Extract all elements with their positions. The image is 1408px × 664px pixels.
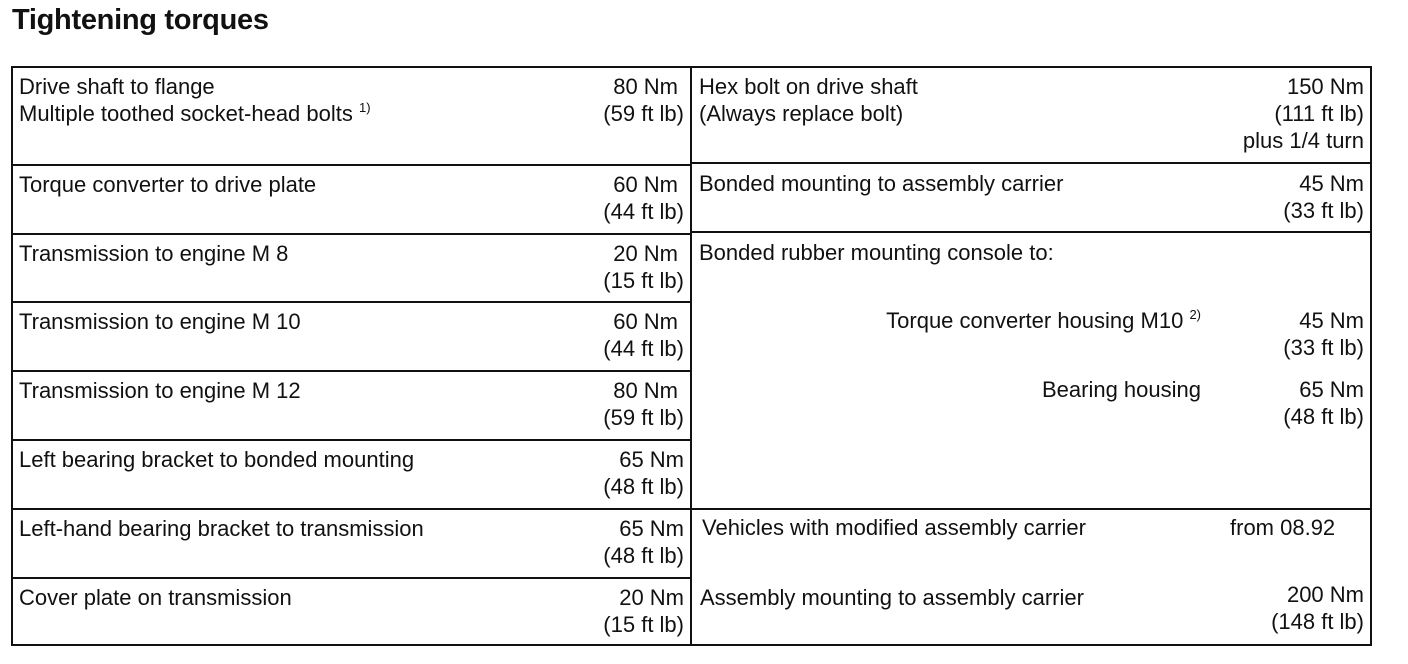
row-divider xyxy=(11,439,691,441)
row-item: Bonded mounting to assembly carrier xyxy=(699,171,1064,196)
row-item-detail: (Always replace bolt) xyxy=(699,101,904,126)
torque-nm: 45 Nm xyxy=(1299,171,1364,196)
torque-ftlb: (44 ft lb) xyxy=(603,199,684,224)
torque-ftlb: (148 ft lb) xyxy=(1271,609,1364,634)
row-item: Drive shaft to flange xyxy=(19,74,215,99)
torque-nm: 45 Nm xyxy=(1299,308,1364,333)
torque-ftlb: (48 ft lb) xyxy=(1283,404,1364,429)
row-item: Transmission to engine M 8 xyxy=(19,241,289,266)
row-divider xyxy=(11,301,691,303)
torque-extra: plus 1/4 turn xyxy=(1242,128,1364,153)
row-item: Vehicles with modified assembly carrier xyxy=(702,515,1086,540)
column-divider xyxy=(690,66,692,646)
row-item: Hex bolt on drive shaft xyxy=(699,74,918,99)
row-item: Torque converter to drive plate xyxy=(19,172,317,197)
row-heading: Bonded rubber mounting console to: xyxy=(699,240,1054,265)
row-item: Assembly mounting to assembly carrier xyxy=(700,585,1084,610)
torque-nm: 150 Nm xyxy=(1286,74,1364,99)
row-divider xyxy=(11,577,691,579)
torque-ftlb: (59 ft lb) xyxy=(603,101,684,126)
row-item-detail: Multiple toothed socket-head bolts $^{1)}$ xyxy=(19,100,371,126)
torque-ftlb: (15 ft lb) xyxy=(603,612,684,637)
sub-item: Bearing housing xyxy=(1041,377,1201,402)
torque-nm: 20 Nm xyxy=(613,241,678,266)
torque-nm: 65 Nm xyxy=(619,516,684,541)
row-divider xyxy=(11,233,691,235)
torque-ftlb: (111 ft lb) xyxy=(1274,101,1364,126)
row-item: Transmission to engine M 12 xyxy=(19,378,301,403)
torque-ftlb: (15 ft lb) xyxy=(603,268,684,293)
date-value: from 08.92 xyxy=(1230,515,1336,540)
torque-ftlb: (33 ft lb) xyxy=(1283,198,1364,223)
torque-nm: 200 Nm xyxy=(1286,582,1364,607)
sub-item: Torque converter housing M10 $^{2)}$ xyxy=(886,307,1201,333)
torque-nm: 60 Nm xyxy=(613,172,678,197)
footnote-mark: 1) xyxy=(359,100,371,115)
torque-nm: 65 Nm xyxy=(1299,377,1364,402)
row-divider xyxy=(11,370,691,372)
row-item: Cover plate on transmission xyxy=(19,585,292,610)
torque-nm: 60 Nm xyxy=(613,309,678,334)
row-divider xyxy=(11,508,691,510)
footnote-mark: 2) xyxy=(1189,307,1201,322)
row-divider xyxy=(11,164,691,166)
row-divider xyxy=(691,231,1372,233)
torque-ftlb: (48 ft lb) xyxy=(603,474,684,499)
torque-nm: 20 Nm xyxy=(619,585,684,610)
row-divider xyxy=(691,508,1372,510)
torque-nm: 80 Nm xyxy=(613,378,678,403)
row-divider xyxy=(691,162,1372,164)
torque-ftlb: (59 ft lb) xyxy=(603,405,684,430)
page-title: Tightening torques xyxy=(12,4,269,36)
torque-nm: 80 Nm xyxy=(613,74,678,99)
row-item: Transmission to engine M 10 xyxy=(19,309,301,334)
torque-ftlb: (33 ft lb) xyxy=(1283,335,1364,360)
row-item: Left-hand bearing bracket to transmission xyxy=(19,516,424,541)
torque-ftlb: (44 ft lb) xyxy=(603,336,684,361)
torque-ftlb: (48 ft lb) xyxy=(603,543,684,568)
torque-nm: 65 Nm xyxy=(619,447,684,472)
row-item: Left bearing bracket to bonded mounting xyxy=(19,447,415,472)
